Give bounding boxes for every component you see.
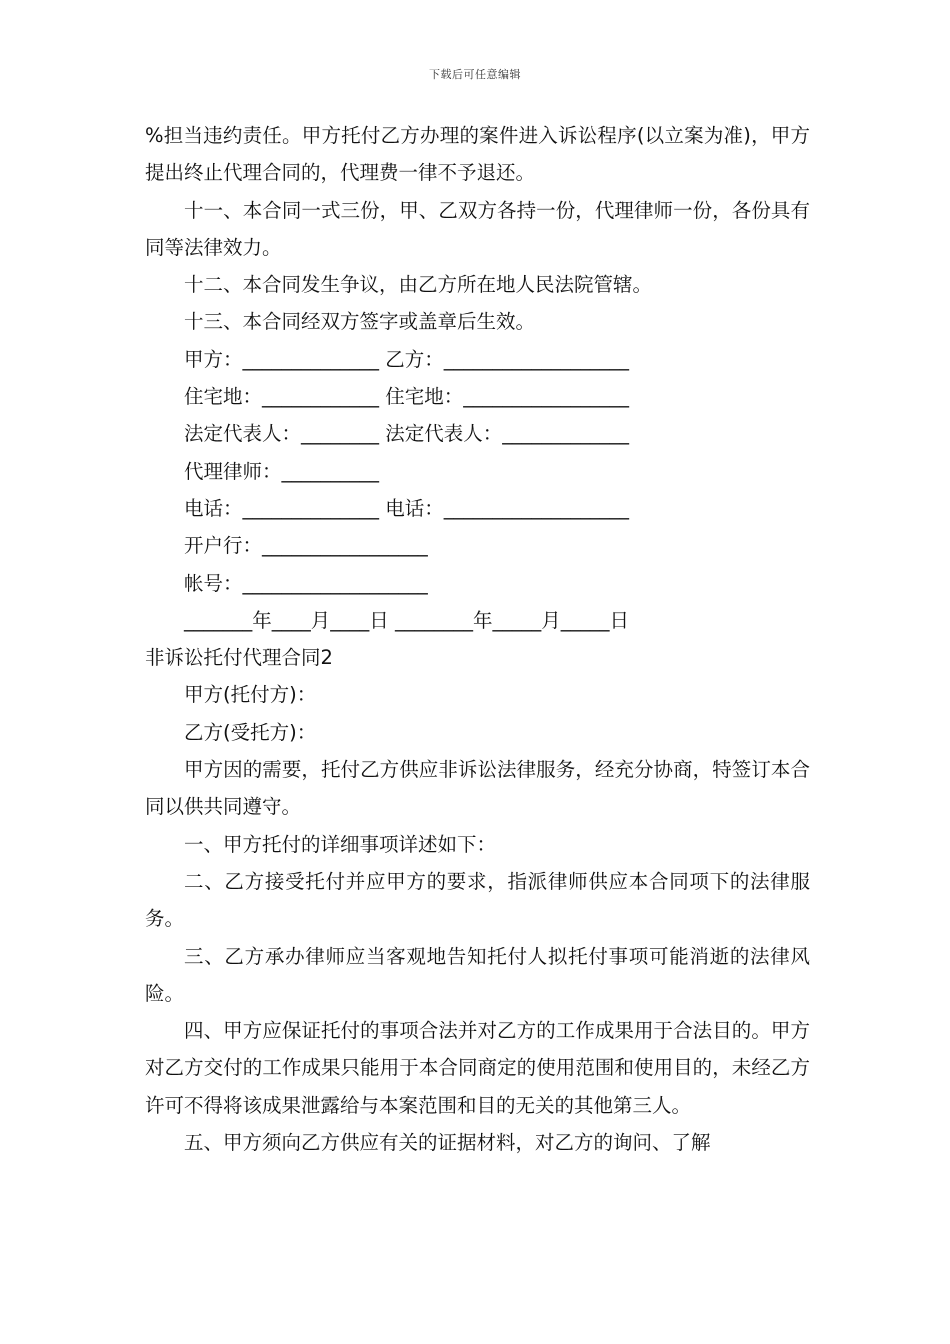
page-header: 下载后可任意编辑 [429,68,521,81]
clause-1: 一、甲方托付的详细事项详述如下： [184,832,497,856]
clause-12: 十二、本合同发生争议，由乙方所在地人民法院管辖。 [184,273,653,297]
section-title: 非诉讼托付代理合同2 [145,646,333,670]
clause-3: 三、乙方承办律师应当客观地告知托付人拟托付事项可能消逝的法律风险。 [145,944,810,1005]
signature-representative-line: 法定代表人：________ 法定代表人：_____________ [184,422,629,446]
party-a-label: 甲方(托付方)： [184,683,317,707]
signature-bank-line: 开户行：_________________ [184,534,428,558]
clause-4: 四、甲方应保证托付的事项合法并对乙方的工作成果用于合法目的。甲方对乙方交付的工作成果只能用于本合同商定的使用范围和使用目的，未经乙方许可不得将该成果泄露给与本案范围和目的无关的其他第三人。 [145,1019,810,1117]
signature-lawyer-line: 代理律师：__________ [184,459,380,483]
clause-2: 二、乙方接受托付并应甲方的要求，指派律师供应本合同项下的法律服务。 [145,869,810,931]
clause-5: 五、甲方须向乙方供应有关的证据材料，对乙方的询问、了解 [184,1131,711,1155]
signature-date-line: _______年____月____日 ________年_____月_____日 [184,608,629,632]
signature-phone-line: 电话：______________ 电话：___________________ [184,496,629,520]
signature-account-line: 帐号：___________________ [184,571,428,595]
party-b-label: 乙方(受托方)： [184,720,317,744]
signature-address-line: 住宅地：____________ 住宅地：_________________ [184,385,629,409]
paragraph-breach-liability: %担当违约责任。甲方托付乙方办理的案件进入诉讼程序(以立案为准)，甲方提出终止代理合同的，代理费一律不予退还。 [145,124,810,185]
document-body [145,117,810,1161]
preamble: 甲方因的需要，托付乙方供应非诉讼法律服务，经充分协商，特签订本合同以供共同遵守。 [145,758,810,819]
signature-party-line: 甲方：______________ 乙方：___________________ [184,347,629,371]
clause-13: 十三、本合同经双方签字或盖章后生效。 [184,310,536,334]
clause-11: 十一、本合同一式三份，甲、乙双方各持一份，代理律师一份，各份具有同等法律效力。 [145,198,810,259]
